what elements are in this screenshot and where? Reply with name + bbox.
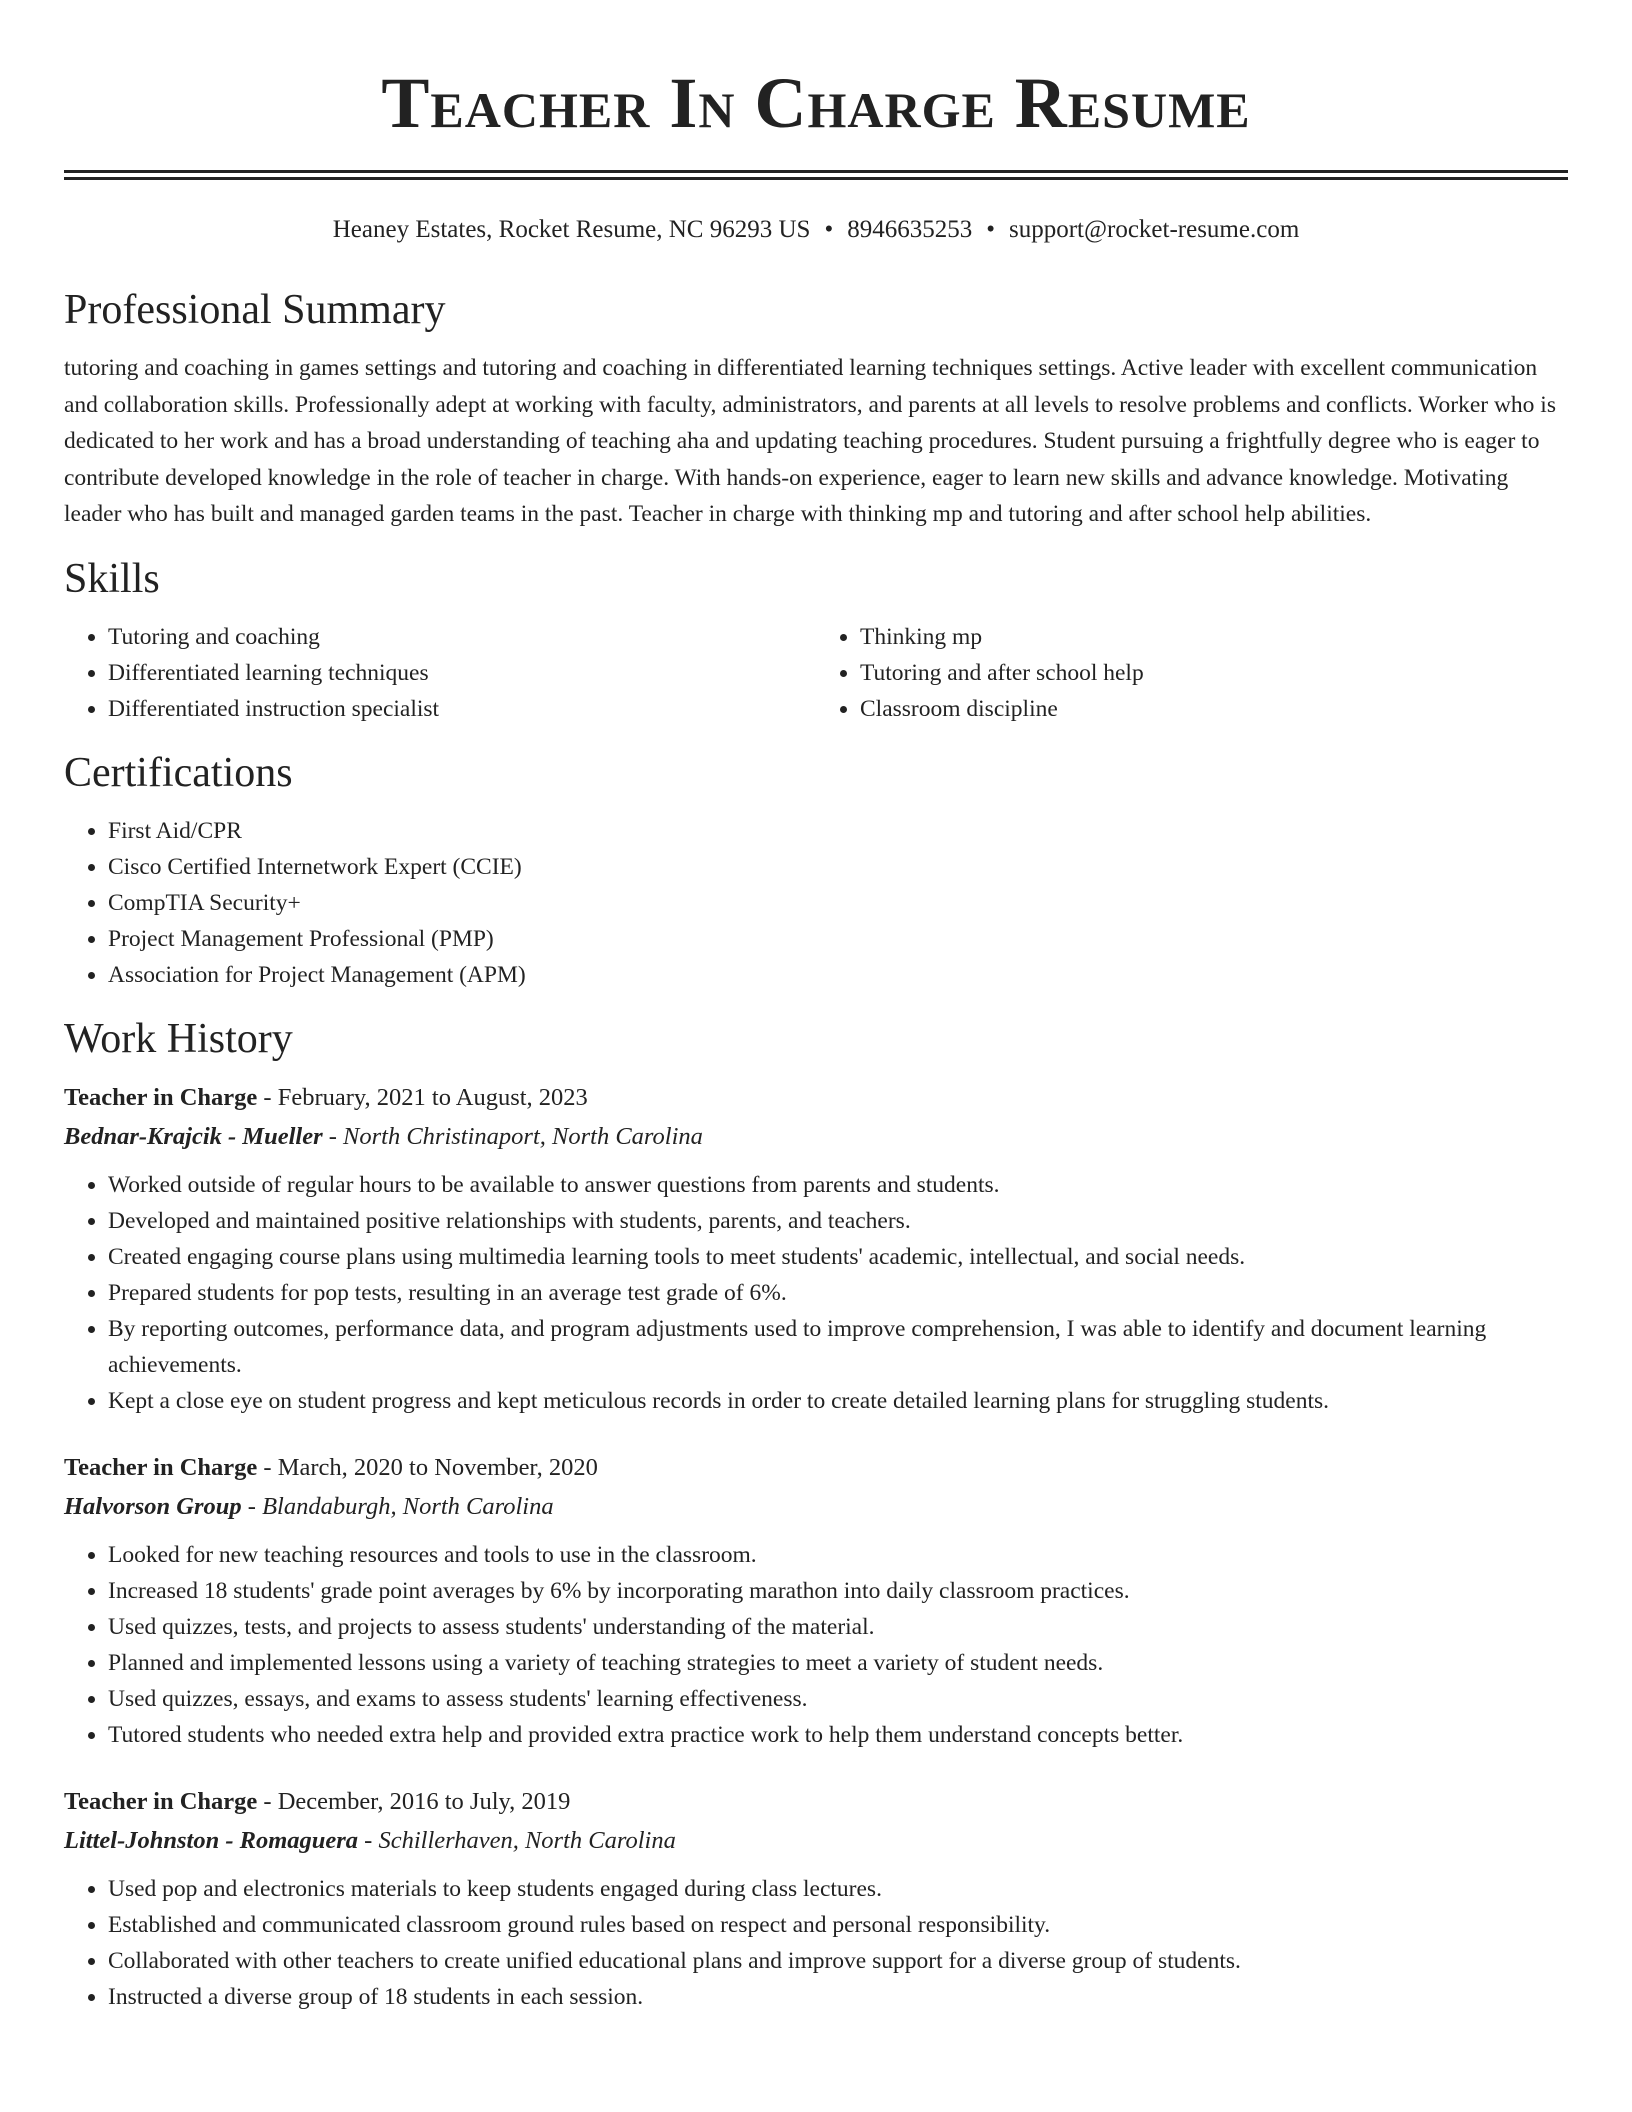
- job-bullet: • Used quizzes, tests, and projects to assess students' understanding of the material.: [108, 1609, 1568, 1645]
- certification-item: • Association for Project Management (APM): [108, 957, 1568, 993]
- skill-item: • Differentiated instruction specialist: [108, 691, 816, 727]
- certification-item: • Project Management Professional (PMP): [108, 921, 1568, 957]
- certification-item: • First Aid/CPR: [108, 813, 1568, 849]
- job-bullet: • Tutored students who needed extra help and provided extra practice work to help them understand concepts better.: [108, 1717, 1568, 1753]
- job-bullet: • Planned and implemented lessons using a variety of teaching strategies to meet a variety of student needs.: [108, 1645, 1568, 1681]
- job-company: Bednar-Krajcik - Mueller: [64, 1122, 323, 1150]
- job-bullet: • Looked for new teaching resources and tools to use in the classroom.: [108, 1537, 1568, 1573]
- job-company: Halvorson Group: [64, 1492, 242, 1520]
- skill-item: • Tutoring and coaching: [108, 619, 816, 655]
- job-bullets: [64, 1871, 1568, 2015]
- job-entry: [64, 1449, 1568, 1753]
- job-bullet: • Collaborated with other teachers to create unified educational plans and improve support for a diverse group of students.: [108, 1943, 1568, 1979]
- job-company: Littel-Johnston - Romaguera: [64, 1826, 359, 1854]
- job-entry: [64, 1783, 1568, 2015]
- skills-grid: [64, 619, 1568, 727]
- job-bullet: • Used pop and electronics materials to keep students engaged during class lectures.: [108, 1871, 1568, 1907]
- summary-section: [64, 282, 1568, 533]
- contact-address: Heaney Estates, Rocket Resume, NC 96293 US: [332, 216, 811, 243]
- contact-separator: •: [986, 216, 995, 243]
- job-location: - Schillerhaven, North Carolina: [358, 1826, 676, 1854]
- job-entry: [64, 1079, 1568, 1419]
- contact-email: support@rocket-resume.com: [1008, 216, 1300, 243]
- summary-heading: Professional Summary: [64, 287, 446, 333]
- skill-item: • Classroom discipline: [860, 691, 1568, 727]
- certifications-list: [64, 813, 1568, 993]
- job-bullet: • Instructed a diverse group of 18 students in each session.: [108, 1979, 1568, 2015]
- job-header: [64, 1449, 1568, 1487]
- job-dates: - February, 2021 to August, 2023: [257, 1083, 588, 1111]
- job-employer: [64, 1487, 1568, 1527]
- work-history-section: [64, 1011, 1568, 2015]
- job-bullet: • Developed and maintained positive relationships with students, parents, and teachers.: [108, 1203, 1568, 1239]
- job-bullets: [64, 1537, 1568, 1753]
- certification-item: • Cisco Certified Internetwork Expert (CCIE): [108, 849, 1568, 885]
- resume-title: Teacher In Charge Resume: [381, 63, 1251, 143]
- summary-text: tutoring and coaching in games settings and tutoring and coaching in differentiated learning techniques settings. Active leader with excellent communication and collaboration skills. Professionally adept at working with faculty, administrators, and parents at all levels to resolve problems and conflicts. Worker who is dedicated to her work and has a broad understanding of teaching aha and updating teaching procedures. Student pursuing a frightfully degree who is eager to contribute developed knowledge in the role of teacher in charge. With hands-on experience, eager to learn new skills and advance knowledge. Motivating leader who has built and managed garden teams in the past. Teacher in charge with thinking mp and tutoring and after school help abilities.: [64, 355, 1556, 527]
- job-title: Teacher in Charge: [64, 1083, 258, 1111]
- job-bullet: • Prepared students for pop tests, resulting in an average test grade of 6%.: [108, 1275, 1568, 1311]
- skills-list-left: [64, 619, 816, 727]
- skill-item: • Tutoring and after school help: [860, 655, 1568, 691]
- contact-phone: 8946635253: [847, 216, 973, 243]
- job-location: - North Christinaport, North Carolina: [322, 1122, 703, 1150]
- skill-item: • Differentiated learning techniques: [108, 655, 816, 691]
- contact-separator: •: [824, 216, 834, 243]
- skills-section: [64, 551, 1568, 727]
- job-employer: [64, 1821, 1568, 1861]
- job-bullet: • By reporting outcomes, performance data, and program adjustments used to improve comprehension, I was able to identify and document learning achievements.: [108, 1311, 1568, 1383]
- certification-item: • CompTIA Security+: [108, 885, 1568, 921]
- job-bullet: • Created engaging course plans using multimedia learning tools to meet students' academic, intellectual, and social needs.: [108, 1239, 1568, 1275]
- job-bullet: • Increased 18 students' grade point averages by 6% by incorporating marathon into daily classroom practices.: [108, 1573, 1568, 1609]
- job-location: - Blandaburgh, North Carolina: [241, 1492, 554, 1520]
- job-title: Teacher in Charge: [64, 1453, 258, 1481]
- title-divider: [64, 170, 1568, 180]
- job-bullet: • Established and communicated classroom ground rules based on respect and personal responsibility.: [108, 1907, 1568, 1943]
- job-employer: [64, 1117, 1568, 1157]
- work-history-heading: Work History: [64, 1015, 293, 1062]
- job-bullets: [64, 1167, 1568, 1419]
- job-dates: - December, 2016 to July, 2019: [257, 1787, 571, 1815]
- skills-heading: Skills: [64, 555, 160, 602]
- job-bullet: • Kept a close eye on student progress and kept meticulous records in order to create detailed learning plans for struggling students.: [108, 1383, 1568, 1419]
- job-dates: - March, 2020 to November, 2020: [257, 1453, 598, 1481]
- job-header: [64, 1079, 1568, 1117]
- skills-list-right: [816, 619, 1568, 727]
- job-bullet: • Used quizzes, essays, and exams to assess students' learning effectiveness.: [108, 1681, 1568, 1717]
- job-bullet: • Worked outside of regular hours to be available to answer questions from parents and students.: [108, 1167, 1568, 1203]
- contact-line: [64, 214, 1568, 246]
- certifications-section: [64, 745, 1568, 993]
- job-header: [64, 1783, 1568, 1821]
- job-title: Teacher in Charge: [64, 1787, 258, 1815]
- skill-item: • Thinking mp: [860, 619, 1568, 655]
- certifications-heading: Certifications: [64, 749, 293, 796]
